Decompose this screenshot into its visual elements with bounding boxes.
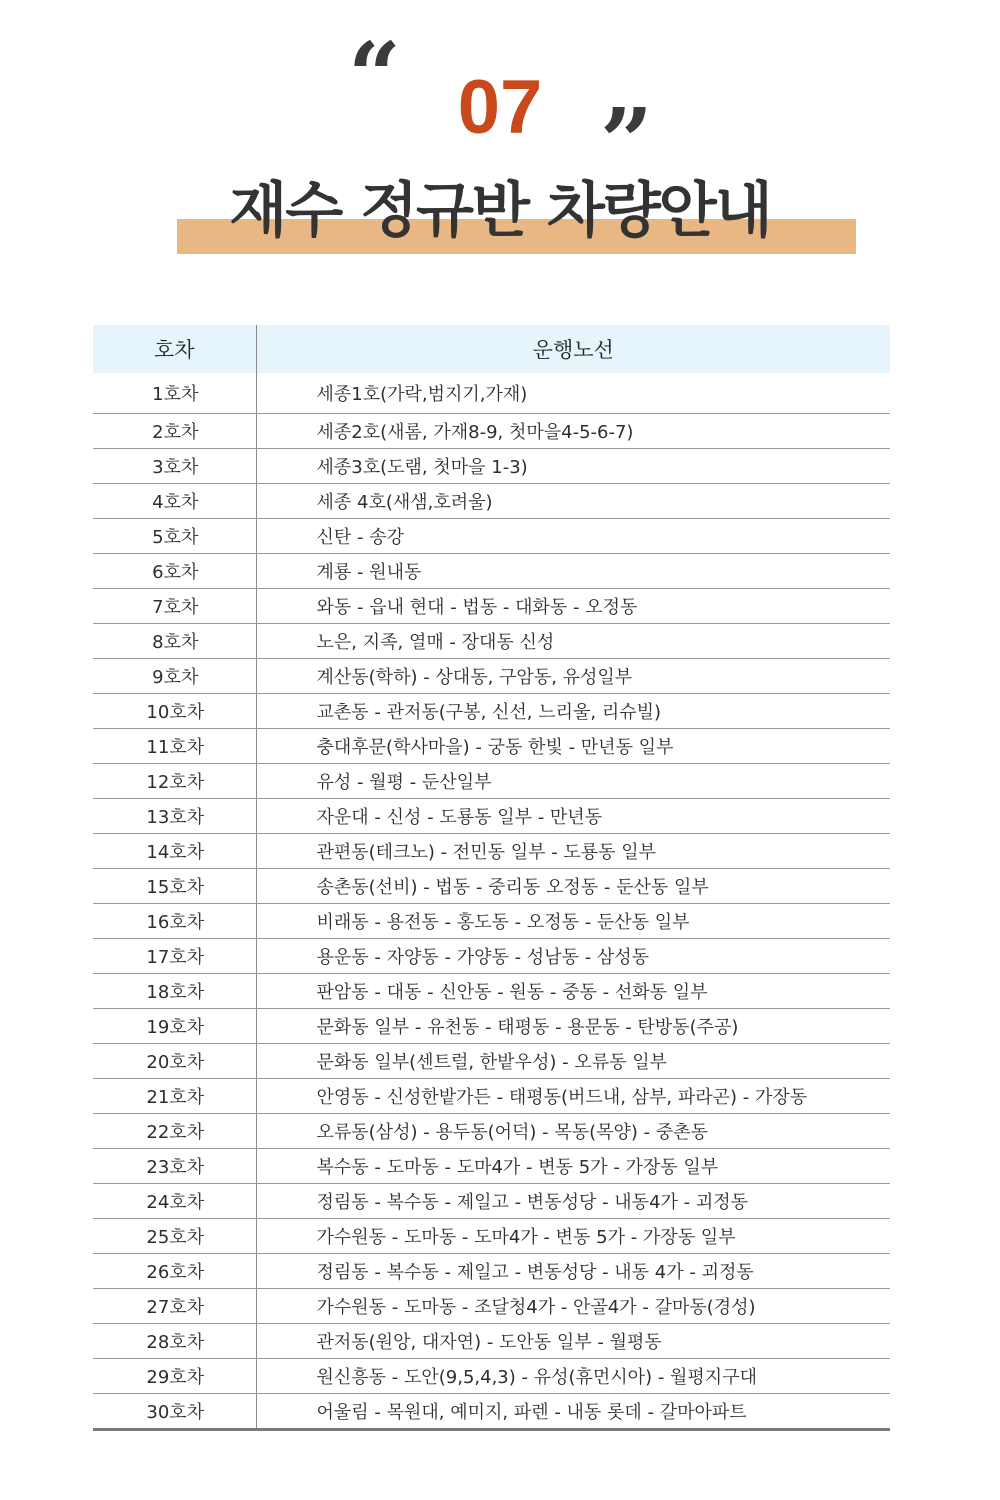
table-row: [93, 1009, 890, 1044]
route-cell: 안영동 - 신성한밭가든 - 태평동(버드내, 삼부, 파라곤) - 가장동: [256, 1079, 890, 1114]
car-number-cell: 2호차: [93, 414, 256, 449]
table-row: [93, 1394, 890, 1430]
table-header-row: [93, 325, 890, 373]
section-number: 07: [457, 65, 543, 150]
car-number-cell: 16호차: [93, 904, 256, 939]
route-cell: 정림동 - 복수동 - 제일고 - 변동성당 - 내동 4가 - 괴정동: [256, 1254, 890, 1289]
route-cell: 문화동 일부(센트럴, 한밭우성) - 오류동 일부: [256, 1044, 890, 1079]
table-row: [93, 904, 890, 939]
table-row: [93, 1149, 890, 1184]
page-title: 재수 정규반 차량안내: [229, 176, 771, 246]
route-cell: 세종1호(가락,범지기,가재): [256, 373, 890, 414]
table-row: [93, 694, 890, 729]
table-row: [93, 1079, 890, 1114]
table-row: [93, 1324, 890, 1359]
table-row: [93, 1219, 890, 1254]
table-row: [93, 729, 890, 764]
header-route: 운행노선: [256, 325, 890, 373]
car-number-cell: 10호차: [93, 694, 256, 729]
table-row: [93, 1289, 890, 1324]
route-cell: 신탄 - 송강: [256, 519, 890, 554]
table-row: [93, 1114, 890, 1149]
route-cell: 세종3호(도램, 첫마을 1-3): [256, 449, 890, 484]
route-cell: 자운대 - 신성 - 도룡동 일부 - 만년동: [256, 799, 890, 834]
table-row: [93, 624, 890, 659]
route-cell: 가수원동 - 도마동 - 도마4가 - 변동 5가 - 가장동 일부: [256, 1219, 890, 1254]
car-number-cell: 25호차: [93, 1219, 256, 1254]
table-row: [93, 519, 890, 554]
table-row: [93, 1044, 890, 1079]
table-row: [93, 799, 890, 834]
car-number-cell: 26호차: [93, 1254, 256, 1289]
route-cell: 송촌동(선비) - 법동 - 중리동 오정동 - 둔산동 일부: [256, 869, 890, 904]
car-number-cell: 14호차: [93, 834, 256, 869]
car-number-cell: 24호차: [93, 1184, 256, 1219]
table-row: [93, 974, 890, 1009]
route-cell: 용운동 - 자양동 - 가양동 - 성남동 - 삼성동: [256, 939, 890, 974]
car-number-cell: 9호차: [93, 659, 256, 694]
car-number-cell: 23호차: [93, 1149, 256, 1184]
table-row: [93, 589, 890, 624]
route-cell: 관편동(테크노) - 전민동 일부 - 도룡동 일부: [256, 834, 890, 869]
car-number-cell: 20호차: [93, 1044, 256, 1079]
car-number-cell: 13호차: [93, 799, 256, 834]
car-number-cell: 6호차: [93, 554, 256, 589]
route-cell: 관저동(원앙, 대자연) - 도안동 일부 - 월평동: [256, 1324, 890, 1359]
car-number-cell: 28호차: [93, 1324, 256, 1359]
route-cell: 세종2호(새롬, 가재8-9, 첫마을4-5-6-7): [256, 414, 890, 449]
route-cell: 판암동 - 대동 - 신안동 - 원동 - 중동 - 선화동 일부: [256, 974, 890, 1009]
table-row: [93, 373, 890, 414]
header-car: 호차: [93, 325, 256, 373]
car-number-cell: 3호차: [93, 449, 256, 484]
car-number-cell: 7호차: [93, 589, 256, 624]
car-number-cell: 29호차: [93, 1359, 256, 1394]
table-row: [93, 659, 890, 694]
route-cell: 노은, 지족, 열매 - 장대동 신성: [256, 624, 890, 659]
car-number-cell: 4호차: [93, 484, 256, 519]
route-cell: 원신흥동 - 도안(9,5,4,3) - 유성(휴먼시아) - 월평지구대: [256, 1359, 890, 1394]
car-number-cell: 5호차: [93, 519, 256, 554]
car-number-cell: 18호차: [93, 974, 256, 1009]
table-row: [93, 414, 890, 449]
route-cell: 계산동(학하) - 상대동, 구암동, 유성일부: [256, 659, 890, 694]
car-number-cell: 15호차: [93, 869, 256, 904]
route-cell: 세종 4호(새샘,호려울): [256, 484, 890, 519]
car-number-cell: 19호차: [93, 1009, 256, 1044]
route-cell: 정림동 - 복수동 - 제일고 - 변동성당 - 내동4가 - 괴정동: [256, 1184, 890, 1219]
table-row: [93, 554, 890, 589]
table-row: [93, 1254, 890, 1289]
car-number-cell: 1호차: [93, 373, 256, 414]
table-row: [93, 764, 890, 799]
route-cell: 계룡 - 원내동: [256, 554, 890, 589]
table-row: [93, 1184, 890, 1219]
vehicle-route-table: [93, 325, 890, 1431]
car-number-cell: 21호차: [93, 1079, 256, 1114]
car-number-cell: 30호차: [93, 1394, 256, 1430]
table-row: [93, 449, 890, 484]
car-number-cell: 22호차: [93, 1114, 256, 1149]
table-row: [93, 1359, 890, 1394]
route-cell: 복수동 - 도마동 - 도마4가 - 변동 5가 - 가장동 일부: [256, 1149, 890, 1184]
route-cell: 가수원동 - 도마동 - 조달청4가 - 안골4가 - 갈마동(경성): [256, 1289, 890, 1324]
close-quote-mark: ”: [600, 88, 653, 196]
route-cell: 문화동 일부 - 유천동 - 태평동 - 용문동 - 탄방동(주공): [256, 1009, 890, 1044]
route-cell: 비래동 - 용전동 - 홍도동 - 오정동 - 둔산동 일부: [256, 904, 890, 939]
table-row: [93, 834, 890, 869]
route-cell: 와동 - 읍내 현대 - 법동 - 대화동 - 오정동: [256, 589, 890, 624]
car-number-cell: 27호차: [93, 1289, 256, 1324]
table-row: [93, 939, 890, 974]
route-cell: 어울림 - 목원대, 예미지, 파렌 - 내동 롯데 - 갈마아파트: [256, 1394, 890, 1430]
open-quote-mark: “: [348, 22, 401, 130]
car-number-cell: 11호차: [93, 729, 256, 764]
car-number-cell: 12호차: [93, 764, 256, 799]
route-cell: 유성 - 월평 - 둔산일부: [256, 764, 890, 799]
table-row: [93, 869, 890, 904]
table-row: [93, 484, 890, 519]
car-number-cell: 17호차: [93, 939, 256, 974]
car-number-cell: 8호차: [93, 624, 256, 659]
route-cell: 오류동(삼성) - 용두동(어덕) - 목동(목양) - 중촌동: [256, 1114, 890, 1149]
route-cell: 충대후문(학사마을) - 궁동 한빛 - 만년동 일부: [256, 729, 890, 764]
route-cell: 교촌동 - 관저동(구봉, 신선, 느리울, 리슈빌): [256, 694, 890, 729]
